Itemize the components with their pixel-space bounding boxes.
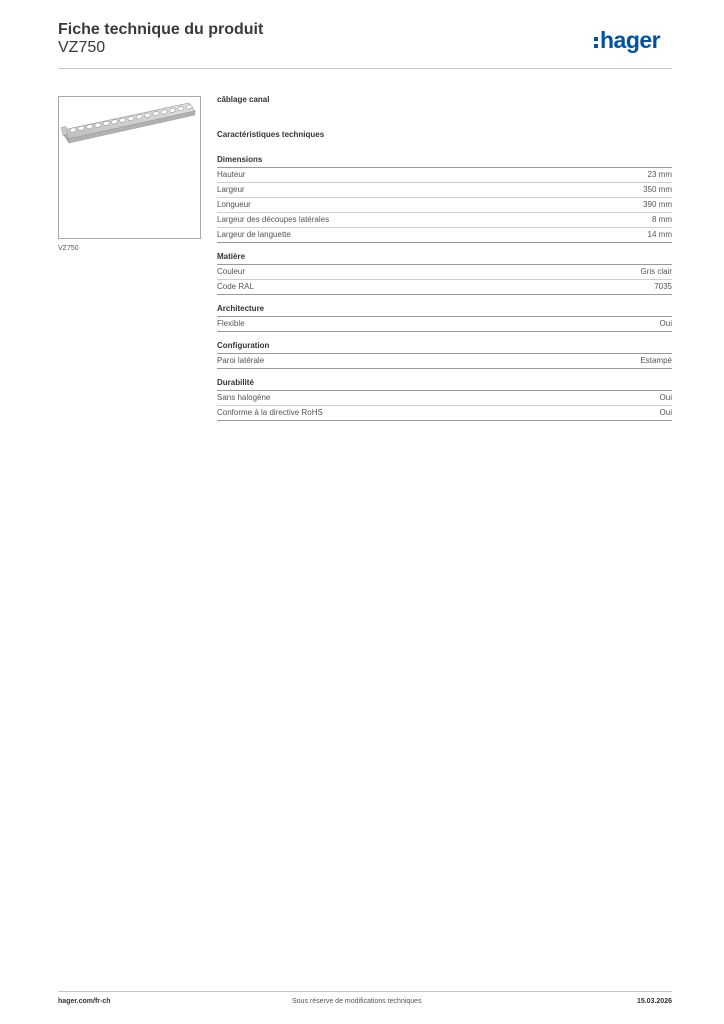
spec-row [217,317,672,332]
spec-row [217,168,672,183]
spec-label: Paroi latérale [217,356,265,365]
spec-label: Largeur de languette [217,230,291,239]
logo-dots-icon [594,37,598,48]
spec-group-heading: Dimensions [217,154,672,168]
spec-value: Gris clair [640,267,672,276]
spec-value: 8 mm [652,215,672,224]
spec-label: Longueur [217,200,251,209]
spec-group [217,251,672,295]
spec-row [217,280,672,295]
spec-label: Conforme à la directive RoHS [217,408,323,417]
logo-wordmark: hager [600,27,661,53]
image-caption: VZ750 [58,245,79,252]
spec-label: Sans halogène [217,393,271,402]
spec-label: Largeur des découpes latérales [217,215,330,224]
spec-value: 350 mm [643,185,672,194]
spec-group-heading: Configuration [217,340,672,354]
spec-row [217,183,672,198]
spec-group-heading: Durabilité [217,377,672,391]
spec-label: Code RAL [217,282,254,291]
spec-value: Estampé [640,356,672,365]
spec-row [217,406,672,421]
spec-value: 390 mm [643,200,672,209]
spec-value: Oui [659,319,672,328]
spec-value: Oui [659,393,672,402]
spec-value: 23 mm [647,170,672,179]
spec-row [217,228,672,243]
hager-logo[interactable] [594,26,660,58]
spec-row [217,354,672,369]
spec-groups [217,154,672,421]
cable-duct-illustration [59,97,200,238]
spec-label: Largeur [217,185,245,194]
spec-group-heading: Matière [217,251,672,265]
footer-divider [58,991,672,992]
product-reference: VZ750 [58,39,106,56]
spec-group [217,377,672,421]
spec-value: 14 mm [647,230,672,239]
spec-row [217,213,672,228]
spec-label: Hauteur [217,170,246,179]
header-divider [58,68,672,69]
spec-row [217,265,672,280]
product-category: câblage canal [217,95,270,104]
spec-column [217,94,672,421]
spec-value: Oui [659,408,672,417]
footer-notice: Sous réserve de modifications techniques [292,998,422,1005]
spec-label: Flexible [217,319,245,328]
footer-date: 15.03.2026 [636,998,672,1005]
spec-group [217,303,672,332]
spec-value: 7035 [654,282,672,291]
product-image [58,96,201,239]
spec-row [217,198,672,213]
spec-row [217,391,672,406]
spec-group [217,340,672,369]
specs-title: Caractéristiques techniques [217,130,325,139]
footer-website-link[interactable]: hager.com/fr-ch [58,998,111,1005]
spec-group [217,154,672,243]
spec-label: Couleur [217,267,246,276]
spec-group-heading: Architecture [217,303,672,317]
page-title: Fiche technique du produit [58,21,264,38]
